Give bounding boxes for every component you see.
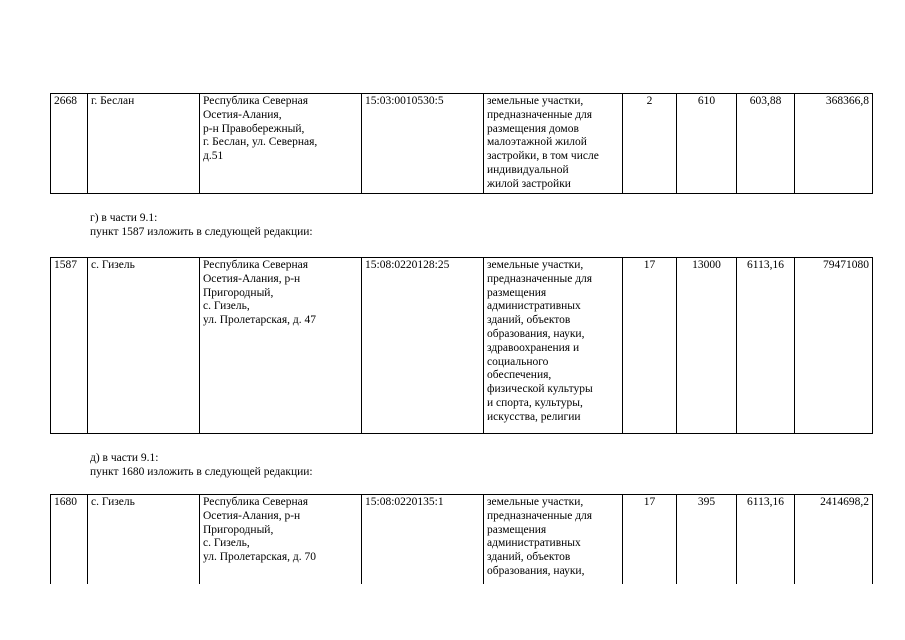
cell-address: Республика Северная Осетия-Алания, р-н Пригородный, с. Гизель, ул. Пролетарская, д. 70 [200, 495, 362, 584]
cell-number: 2668 [51, 94, 88, 194]
cell-specific-value: 6113,16 [737, 495, 795, 584]
amendment-g-text: пункт 1587 изложить в следующей редакции: [90, 226, 313, 238]
cell-cadastral-number: 15:08:0220135:1 [362, 495, 484, 584]
amendment-d-heading: д) в части 9.1: [90, 452, 159, 464]
table-row [51, 495, 873, 584]
cell-group: 17 [623, 495, 677, 584]
cell-land-use: земельные участки, предназначенные для размещения домов малоэтажной жилой застройки, в том числе индивидуальной жилой застройки [484, 94, 623, 194]
table-row [51, 94, 873, 194]
cell-area: 13000 [677, 258, 737, 434]
cell-cadastral-value: 2414698,2 [795, 495, 873, 584]
table-point-1587 [50, 257, 873, 434]
cell-address: Республика Северная Осетия-Алания, р-н Пригородный, с. Гизель, ул. Пролетарская, д. 47 [200, 258, 362, 434]
cell-number: 1587 [51, 258, 88, 434]
cell-settlement: г. Беслан [88, 94, 200, 194]
cell-specific-value: 6113,16 [737, 258, 795, 434]
cell-specific-value: 603,88 [737, 94, 795, 194]
cell-settlement: с. Гизель [88, 495, 200, 584]
table-point-2668 [50, 93, 873, 194]
cell-group: 17 [623, 258, 677, 434]
cell-cadastral-number: 15:03:0010530:5 [362, 94, 484, 194]
amendment-d-text: пункт 1680 изложить в следующей редакции: [90, 466, 313, 478]
cell-cadastral-value: 368366,8 [795, 94, 873, 194]
amendment-g-heading: г) в части 9.1: [90, 212, 158, 224]
cell-area: 610 [677, 94, 737, 194]
cell-number: 1680 [51, 495, 88, 584]
cell-land-use: земельные участки, предназначенные для размещения административных зданий, объектов образования, науки, [484, 495, 623, 584]
table-point-1680 [50, 494, 873, 584]
cell-address: Республика Северная Осетия-Алания, р-н Правобережный, г. Беслан, ул. Северная, д.51 [200, 94, 362, 194]
cell-land-use: земельные участки, предназначенные для размещения административных зданий, объектов образования, науки, здравоохранения и социального обеспечения, физической культуры и спорта, культуры, искусства, религии [484, 258, 623, 434]
cell-cadastral-value: 79471080 [795, 258, 873, 434]
cell-area: 395 [677, 495, 737, 584]
cell-cadastral-number: 15:08:0220128:25 [362, 258, 484, 434]
cell-settlement: с. Гизель [88, 258, 200, 434]
table-row [51, 258, 873, 434]
cell-group: 2 [623, 94, 677, 194]
